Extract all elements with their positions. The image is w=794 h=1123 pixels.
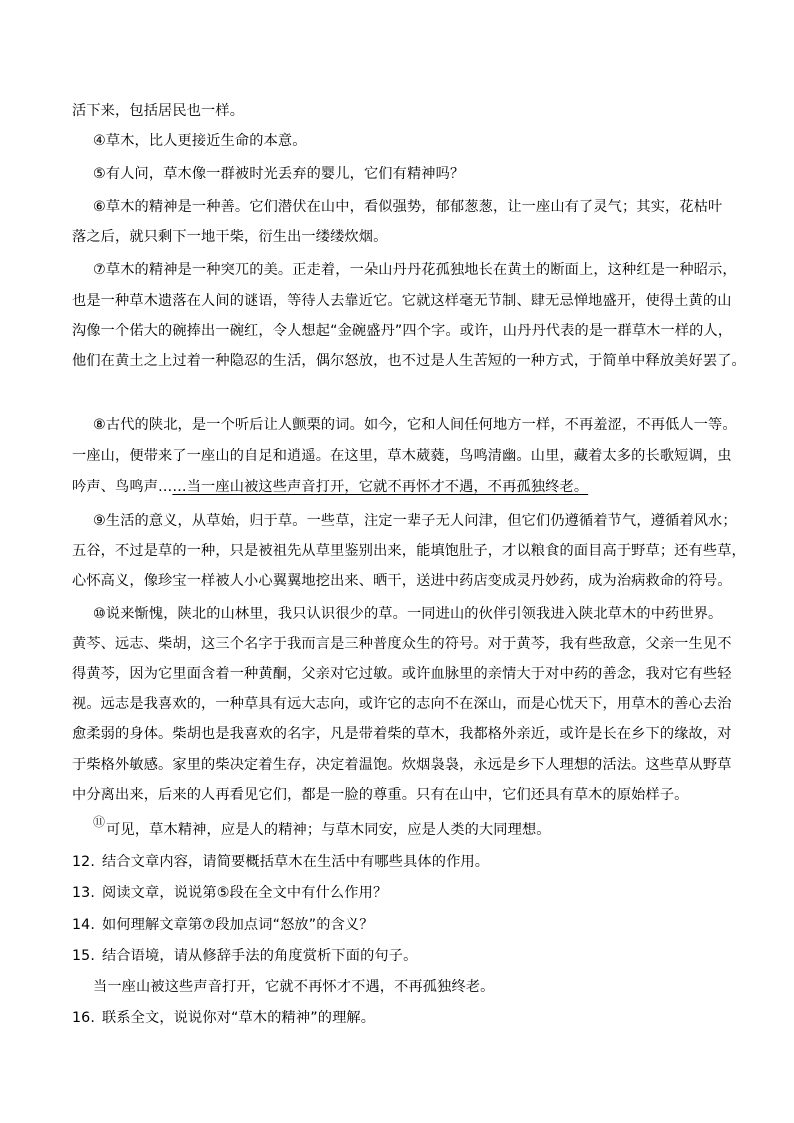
paragraph-10-line-7: 中分离出来，后来的人再看见它们，都是一脸的尊重。只有在山中，它们还具有草木的原始样子。 bbox=[72, 787, 689, 803]
question-text: 如何理解文章第⑦段加点词“怒放”的含义？ bbox=[102, 917, 374, 933]
question-number: 14. bbox=[72, 917, 96, 933]
question-text: 阅读文章，说说第⑤段在全文中有什么作用？ bbox=[102, 885, 388, 901]
paragraph-number-11: ⑪ bbox=[93, 815, 106, 829]
question-number: 15. bbox=[72, 948, 96, 964]
question-number: 12. bbox=[72, 854, 96, 870]
question-number: 16. bbox=[72, 1010, 96, 1026]
paragraph-11-text: 可见，草木精神，应是人的精神；与草木同安，应是人类的大同理想。 bbox=[106, 822, 551, 838]
question-text: 结合语境，请从修辞手法的角度赏析下面的句子。 bbox=[102, 948, 418, 964]
question-15-quote: 当一座山被这些声音打开，它就不再怀才不遇，不再孤独终老。 bbox=[93, 979, 495, 995]
paragraph-9-line-2: 五谷，不过是草的一种，只是被祖先从草里鉴别出来，能填饱肚子，才以粮食的面目高于野草；还有些草， bbox=[72, 543, 746, 559]
paragraph-7-line-2: 也是一种草木遗落在人间的谜语，等待人去靠近它。它就这样毫无节制、肆无忌惮地盛开，使得土黄的山 bbox=[72, 293, 732, 309]
question-12 bbox=[72, 852, 489, 872]
paragraph-6-line-2: 落之后，就只剩下一地干柴，衍生出一缕缕炊烟。 bbox=[72, 229, 388, 245]
paragraph-3-end: 活下来，包括居民也一样。 bbox=[72, 103, 245, 119]
paragraph-7-line-3: 沟像一个偌大的碗捧出一碗红，令人想起“金碗盛丹”四个字。或许，山丹丹代表的是一群草木一样的人， bbox=[72, 323, 733, 339]
paragraph-4: ④草木，比人更接近生命的本意。 bbox=[93, 133, 307, 149]
paragraph-6-line-1: ⑥草木的精神是一种善。它们潜伏在山中，看似强势，郁郁葱葱，让一座山有了灵气；其实，花枯叶 bbox=[93, 199, 723, 215]
question-text: 联系全文，说说你对“草木的精神”的理解。 bbox=[102, 1010, 376, 1026]
paragraph-10-line-3: 得黄芩，因为它里面含着一种黄酮，父亲对它过敏。或许血脉里的亲情大于对中药的善念，我对它有些轻 bbox=[72, 666, 732, 682]
question-16 bbox=[72, 1008, 375, 1028]
question-number: 13. bbox=[72, 885, 96, 901]
paragraph-10-line-4: 视。远志是我喜欢的，一种草具有远大志向，或许它的志向不在深山，而是心忧天下，用草木的善心去治 bbox=[72, 696, 732, 712]
paragraph-11 bbox=[93, 815, 551, 840]
paragraph-8-line-3 bbox=[72, 477, 588, 497]
paragraph-8-plain-text: 吟声、鸟鸣声… bbox=[72, 479, 173, 495]
paragraph-8-line-2: 一座山，便带来了一座山的自足和逍遥。在这里，草木葳蕤，鸟鸣清幽。山里，藏着太多的长歌短调，虫 bbox=[72, 448, 732, 464]
paragraph-9-line-1: ⑨生活的意义，从草始，归于草。一些草，注定一辈子无人问津，但它们仍遵循着节气，遵循着风水； bbox=[93, 513, 737, 529]
question-13 bbox=[72, 883, 387, 903]
paragraph-10-line-1: ⑩说来惭愧，陕北的山林里，我只认识很少的草。一同进山的伙伴引领我进入陕北草木的中药世界。 bbox=[93, 606, 723, 622]
question-text: 结合文章内容，请简要概括草木在生活中有哪些具体的作用。 bbox=[102, 854, 490, 870]
paragraph-7-line-4: 他们在黄土之上过着一种隐忍的生活，偶尔怒放，也不过是人生苦短的一种方式，于简单中释放美好罢了。 bbox=[72, 353, 746, 369]
paragraph-10-line-6: 于柴格外敏感。家里的柴决定着生存，决定着温饱。炊烟袅袅，永远是乡下人理想的活法。这些草从野草 bbox=[72, 757, 732, 773]
paragraph-7-line-1: ⑦草木的精神是一种突兀的美。正走着，一朵山丹丹花孤独地长在黄土的断面上，这种红是一种昭示， bbox=[93, 262, 737, 278]
paragraph-5: ⑤有人问，草木像一群被时光丢弃的婴儿，它们有精神吗？ bbox=[93, 166, 465, 182]
paragraph-10-line-5: 愈柔弱的身体。柴胡也是我喜欢的名字，凡是带着柴的草木，我都格外亲近，或许是长在乡下的缘故，对 bbox=[72, 726, 732, 742]
question-14 bbox=[72, 915, 374, 935]
underlined-sentence: …当一座山被这些声音打开，它就不再怀才不遇，不再孤独终老。 bbox=[172, 479, 589, 495]
paragraph-10-line-2: 黄芩、远志、柴胡，这三个名字于我而言是三种普度众生的符号。对于黄芩，我有些敌意，父亲一生见不 bbox=[72, 636, 732, 652]
paragraph-9-line-3: 心怀高义，像珍宝一样被人小心翼翼地挖出来、晒干，送进中药店变成灵丹妙药，成为治病救命的符号。 bbox=[72, 573, 732, 589]
paragraph-8-line-1: ⑧古代的陕北，是一个听后让人颤栗的词。如今，它和人间任何地方一样，不再羞涩，不再低人一等。 bbox=[93, 417, 737, 433]
question-15 bbox=[72, 946, 417, 966]
